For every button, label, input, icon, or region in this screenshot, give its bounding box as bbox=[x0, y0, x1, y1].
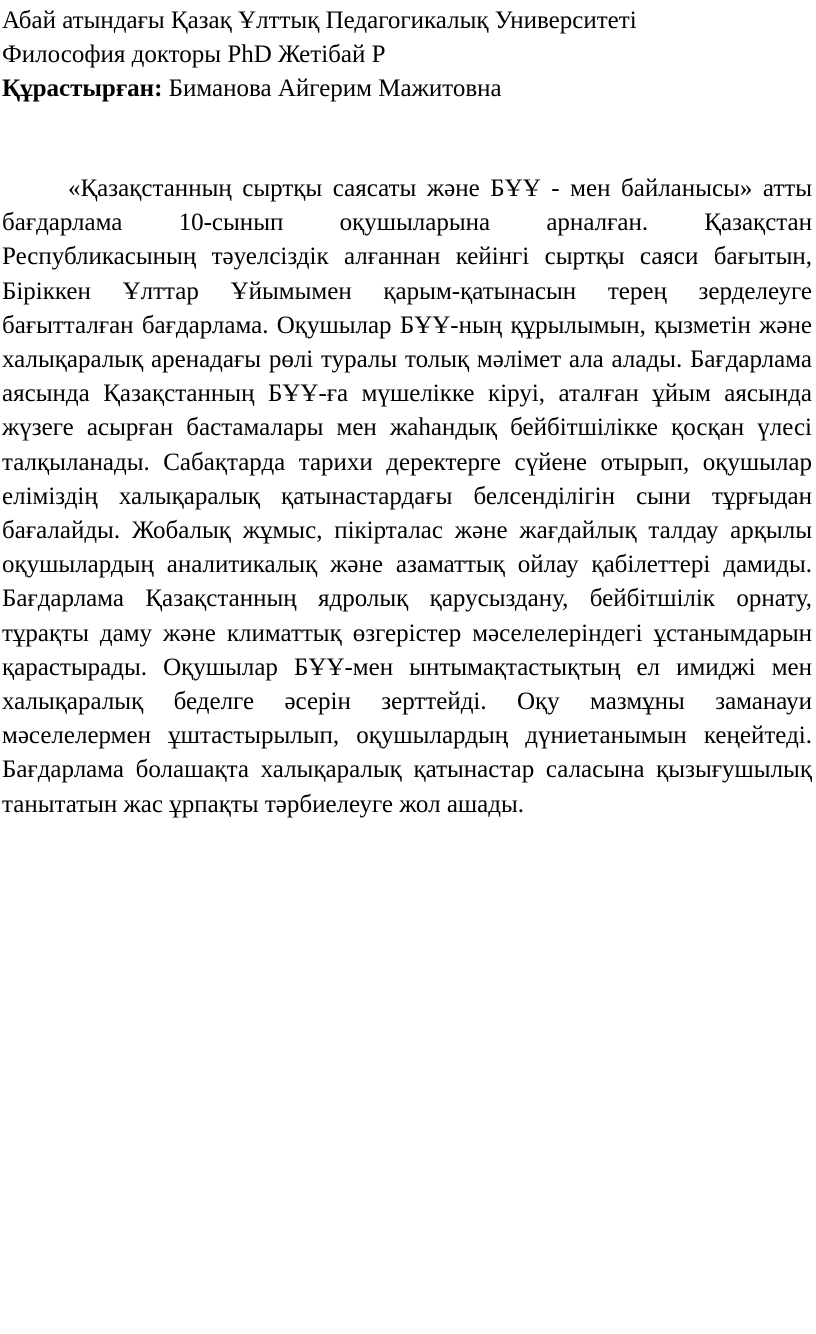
compiler-name: Биманова Айгерим Мажитовна bbox=[162, 75, 502, 102]
degree-line: Философия докторы PhD Жетібай Р bbox=[2, 41, 386, 68]
compiler-line bbox=[2, 72, 802, 106]
document-header bbox=[2, 4, 802, 106]
compiler-label: Құрастырған: bbox=[2, 75, 163, 102]
body-paragraph: «Қазақстанның сыртқы саясаты және БҰҰ - мен байланысы» атты бағдарлама 10-сынып оқушыларына арналған. Қазақстан Республикасының тәуелсіздік алғаннан кейінгі сыртқы саяси бағытын, Біріккен Ұлттар Ұйымымен қарым-қатынасын терең зерделеуге бағытталған бағдарлама. Оқушылар БҰҰ-ның құрылымын, қызметін және халықаралық аренадағы рөлі туралы толық мәлімет ала алады. Бағдарлама аясында Қазақстанның БҰҰ-ға мүшелікке кіруі, аталған ұйым аясында жүзеге асырған бастамалары мен жаһандық бейбітшілікке қосқан үлесі талқыланады. Сабақтарда тарихи деректерге сүйене отырып, оқушылар еліміздің халықаралық қатынастардағы белсенділігін сыни тұрғыдан бағалайды. Жобалық жұмыс, пікірталас және жағдайлық талдау арқылы оқушылардың аналитикалық және азаматтық ойлау қабілеттері дамиды. Бағдарлама Қазақстанның ядролық қарусыздану, бейбітшілік орнату, тұрақты даму және климаттық өзгерістер мәселелеріндегі ұстанымдарын қарастырады. Оқушылар БҰҰ-мен ынтымақтастықтың ел имиджі мен халықаралық беделге әсерін зерттейді. Оқу мазмұны заманауи мәселелермен ұштастырылып, оқушылардың дүниетанымын кеңейтеді. Бағдарлама болашақта халықаралық қатынастар саласына қызығушылық танытатын жас ұрпақты тәрбиелеуге жол ашады. bbox=[2, 175, 812, 818]
university-name: Абай атындағы Қазақ Ұлттық Педагогикалық Университеті bbox=[2, 7, 637, 34]
